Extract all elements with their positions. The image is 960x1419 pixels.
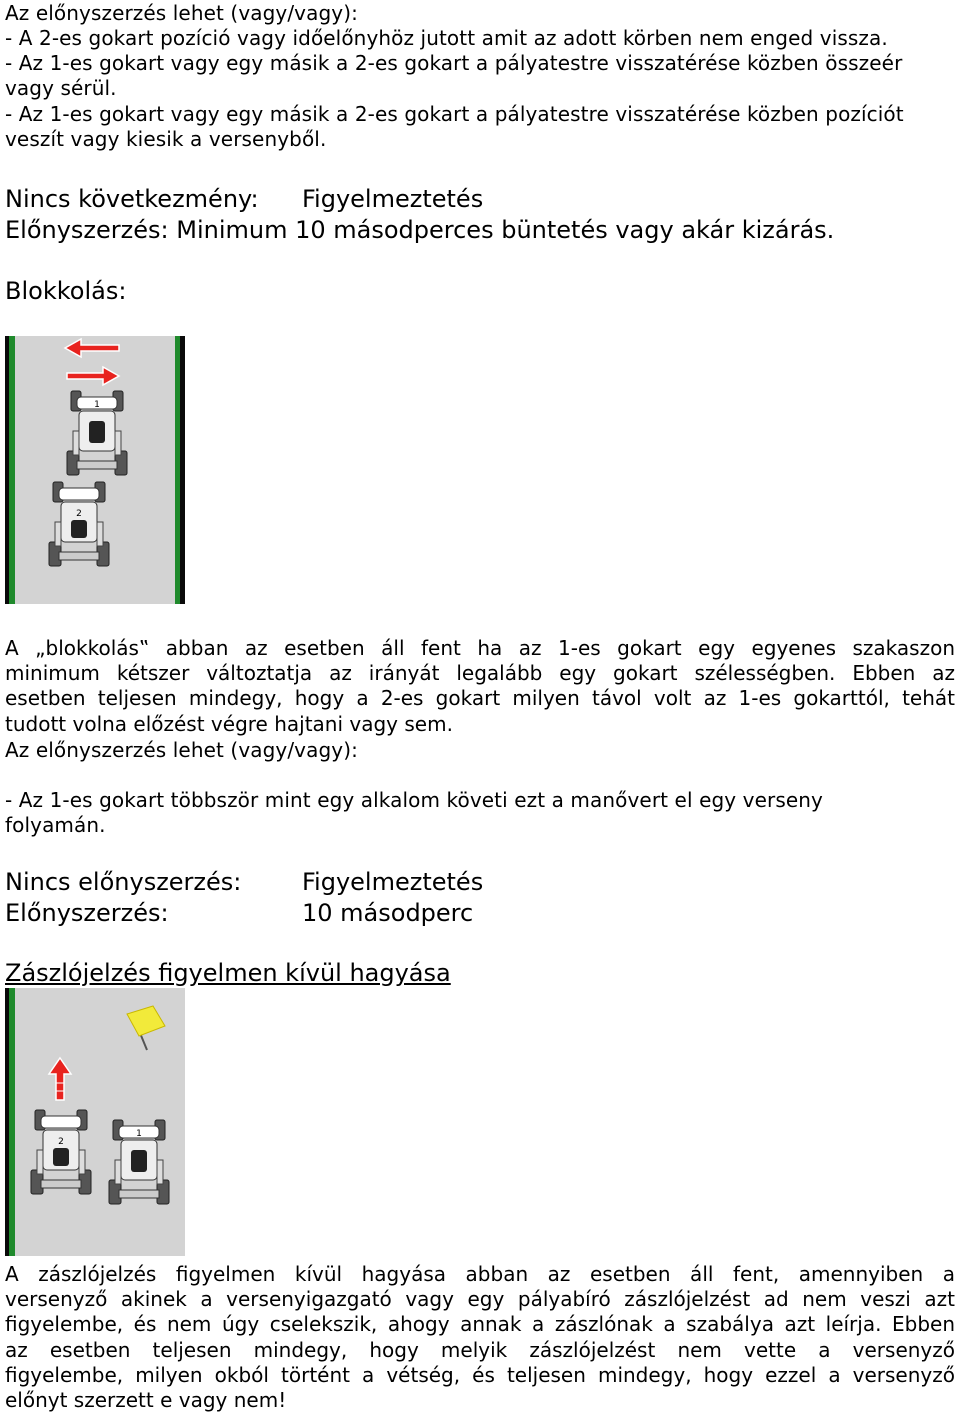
blocking-paragraph bbox=[5, 636, 955, 737]
paragraph-line: esetben teljesen mindegy, hogy a 2-es gokart milyen távol volt az 1-es gokarttól, tehát bbox=[5, 686, 955, 711]
flag-illustration bbox=[5, 988, 185, 1256]
track-grass-left bbox=[9, 988, 15, 1256]
paragraph-line: figyelembe, és nem úgy cselekszik, ahogy annak a zászlónak a szabálya azt leírja. Ebben bbox=[5, 1312, 955, 1337]
track-edge-left bbox=[5, 988, 9, 1256]
bullet-line: - Az 1-es gokart többször mint egy alkalom követi ezt a manővert el egy verseny bbox=[5, 788, 823, 812]
flag-heading: Zászlójelzés figyelmen kívül hagyása bbox=[5, 959, 451, 987]
no-advantage-row bbox=[5, 867, 484, 897]
kart-number: 2 bbox=[58, 1137, 64, 1147]
advantage-label: Előnyszerzés: bbox=[5, 899, 169, 927]
no-consequence-value: Figyelmeztetés bbox=[302, 185, 484, 213]
paragraph-line: A „blokkolás‟ abban az esetben áll fent ha az 1-es gokart egy egyenes szakaszon bbox=[5, 636, 955, 660]
rule-line: - Az 1-es gokart vagy egy másik a 2-es gokart a pályatestre visszatérése közben pozíciót bbox=[5, 102, 904, 126]
rule-line: - A 2-es gokart pozíció vagy időelőnyhöz jutott amit az adott körben nem enged vissza. bbox=[5, 26, 888, 50]
blocking-advantage-intro: Az előnyszerzés lehet (vagy/vagy): bbox=[5, 738, 358, 762]
paragraph-line: előnyt szerzett e vagy nem! bbox=[5, 1388, 287, 1413]
no-advantage-label: Nincs előnyszerzés: bbox=[5, 868, 242, 896]
rule-line: veszít vagy kiesik a versenyből. bbox=[5, 127, 327, 151]
kart-number: 1 bbox=[94, 400, 100, 410]
track-grass-left bbox=[9, 336, 15, 604]
no-consequence-row bbox=[5, 184, 484, 214]
advantage-value: 10 másodperc bbox=[302, 899, 474, 927]
track-edge-left bbox=[5, 336, 9, 604]
kart-2-icon bbox=[49, 482, 109, 566]
no-consequence-label: Nincs következmény: bbox=[5, 185, 259, 213]
blocking-illustration bbox=[5, 336, 185, 604]
paragraph-line: minimum kétszer változtatja az irányát legalább egy gokart szélességben. Ebben az bbox=[5, 661, 955, 686]
blocking-heading: Blokkolás: bbox=[5, 277, 127, 305]
advantage-intro-line: Az előnyszerzés lehet (vagy/vagy): bbox=[5, 1, 358, 25]
paragraph-line: figyelembe, milyen okból történt a vétség, és teljesen mindegy, hogy ezzel a versenyző bbox=[5, 1362, 955, 1387]
kart-1-icon bbox=[109, 1120, 169, 1204]
rule-line: - Az 1-es gokart vagy egy másik a 2-es gokart a pályatestre visszatérése közben összeér bbox=[5, 51, 903, 75]
paragraph-line: versenyző akinek a versenyigazgató vagy egy pályabíró zászlójelzést ad nem veszi azt bbox=[5, 1287, 955, 1312]
advantage-row bbox=[5, 898, 474, 928]
paragraph-line: tudott volna előzést végre hajtani vagy sem. bbox=[5, 711, 453, 736]
advantage-penalty-line: Előnyszerzés: Minimum 10 másodperces büntetés vagy akár kizárás. bbox=[5, 216, 835, 244]
paragraph-line: A zászlójelzés figyelmen kívül hagyása abban az esetben áll fent, amennyiben a bbox=[5, 1262, 955, 1286]
track-grass-right bbox=[175, 336, 180, 604]
track-edge-right bbox=[180, 336, 185, 604]
bullet-line: folyamán. bbox=[5, 813, 106, 837]
no-advantage-value: Figyelmeztetés bbox=[302, 868, 484, 896]
kart-2-icon bbox=[31, 1110, 91, 1194]
paragraph-line: az esetben teljesen mindegy, hogy melyik zászlójelzést nem vette a versenyző bbox=[5, 1337, 955, 1362]
kart-number: 2 bbox=[76, 509, 82, 519]
flag-paragraph bbox=[5, 1262, 955, 1413]
kart-1-icon bbox=[67, 391, 127, 475]
kart-number: 1 bbox=[136, 1129, 142, 1139]
rule-line: vagy sérül. bbox=[5, 76, 117, 100]
